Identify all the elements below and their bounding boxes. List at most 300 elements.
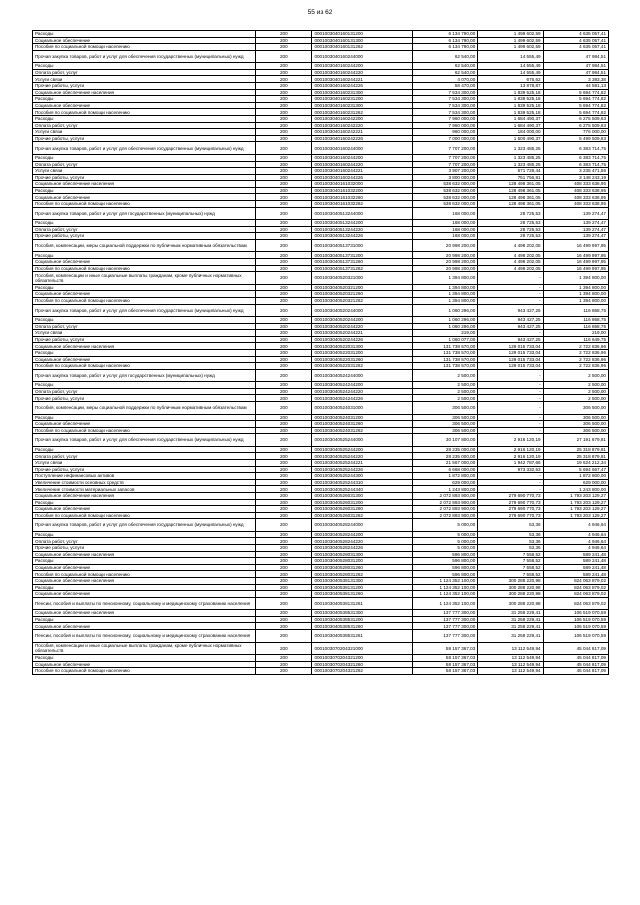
approved-amount-cell: 538 632 000,00	[412, 187, 477, 194]
indicator-name-cell: Социальное обеспечение населения	[33, 181, 256, 188]
approved-amount-cell: 58 470,00	[412, 83, 477, 90]
unexecuted-amount-cell: 824 063 879,02	[543, 578, 608, 585]
unexecuted-amount-cell: 2 722 836,96	[543, 349, 608, 356]
indicator-name-cell: Пособия по социальной помощи населению	[33, 201, 256, 208]
approved-amount-cell: 5 000,00	[412, 519, 477, 532]
table-row	[33, 382, 609, 389]
budget-class-code-cell: 0001003040160242221	[312, 129, 413, 136]
executed-amount-cell: 53,36	[478, 538, 543, 545]
unexecuted-amount-cell: 106 519 070,59	[543, 616, 608, 623]
indicator-name-cell: Прочая закупка товаров, работ и услуг для обеспечения государственных (муниципальных) нужд	[33, 434, 256, 447]
budget-class-code-cell: 0001003040160242200	[312, 116, 413, 123]
unexecuted-amount-cell: 1 793 203 129,27	[543, 492, 608, 499]
table-row	[33, 194, 609, 201]
unexecuted-amount-cell: 16 499 997,95	[543, 239, 608, 252]
budget-class-code-cell: 0001003040525244221	[312, 460, 413, 467]
table-row	[33, 395, 609, 402]
unexecuted-amount-cell: 4 946,64	[543, 545, 608, 552]
budget-class-code-cell: 0001003040513731260	[312, 259, 413, 266]
unexecuted-amount-cell: 776 000,00	[543, 129, 608, 136]
approved-amount-cell: 596 800,00	[412, 564, 477, 571]
indicator-name-cell: Пособия по социальной помощи населению	[33, 427, 256, 434]
executed-amount-cell: -	[478, 402, 543, 415]
table-row	[33, 446, 609, 453]
approved-amount-cell: 28 235 000,00	[412, 446, 477, 453]
table-row	[33, 284, 609, 291]
line-code-cell: 200	[256, 226, 312, 233]
line-code-cell: 200	[256, 506, 312, 513]
indicator-name-cell: Пособия по социальной помощи населению	[33, 363, 256, 370]
budget-class-code-cell: 0001003040520321262	[312, 297, 413, 304]
indicator-name-cell: Пособия по социальной помощи населению	[33, 109, 256, 116]
indicator-name-cell: Поступление нефинансовых активов	[33, 473, 256, 480]
line-code-cell: 200	[256, 486, 312, 493]
line-code-cell: 200	[256, 259, 312, 266]
executed-amount-cell: 279 690 770,73	[478, 499, 543, 506]
approved-amount-cell: 960 000,00	[412, 129, 477, 136]
table-row	[33, 642, 609, 655]
executed-amount-cell: -	[478, 395, 543, 402]
line-code-cell: 200	[256, 616, 312, 623]
table-row	[33, 369, 609, 382]
indicator-name-cell: Пособия по социальной помощи населению	[33, 668, 256, 675]
line-code-cell: 200	[256, 83, 312, 90]
table-row	[33, 616, 609, 623]
unexecuted-amount-cell: 1 793 203 129,27	[543, 512, 608, 519]
table-row	[33, 531, 609, 538]
table-row	[33, 272, 609, 285]
table-row	[33, 297, 609, 304]
budget-class-code-cell: 0001003040524244000	[312, 369, 413, 382]
approved-amount-cell: 62 540,00	[412, 69, 477, 76]
approved-amount-cell: 306 500,00	[412, 402, 477, 415]
indicator-name-cell: Расходы	[33, 446, 256, 453]
indicator-name-cell: Пособия по социальной помощи населению	[33, 265, 256, 272]
unexecuted-amount-cell: 6 383 714,75	[543, 142, 608, 155]
line-code-cell: 200	[256, 382, 312, 389]
unexecuted-amount-cell: 306 500,00	[543, 402, 608, 415]
table-row	[33, 226, 609, 233]
indicator-name-cell: Социальное обеспечение населения	[33, 89, 256, 96]
approved-amount-cell: 168 000,00	[412, 226, 477, 233]
approved-amount-cell: 58 157 367,03	[412, 655, 477, 662]
approved-amount-cell: 1 124 352 100,00	[412, 584, 477, 591]
unexecuted-amount-cell: 106 519 070,59	[543, 623, 608, 630]
line-code-cell: 200	[256, 558, 312, 565]
line-code-cell: 200	[256, 363, 312, 370]
table-row	[33, 102, 609, 109]
indicator-name-cell: Увеличение стоимости основных средств	[33, 479, 256, 486]
budget-class-code-cell: 0001003040161032260	[312, 194, 413, 201]
line-code-cell: 200	[256, 129, 312, 136]
table-row	[33, 655, 609, 662]
approved-amount-cell: 30 107 800,00	[412, 434, 477, 447]
indicator-name-cell: Социальное обеспечение	[33, 194, 256, 201]
unexecuted-amount-cell: 4 635 057,41	[543, 31, 608, 38]
unexecuted-amount-cell: 45 044 817,09	[543, 642, 608, 655]
line-code-cell: 200	[256, 531, 312, 538]
approved-amount-cell: 20 998 200,00	[412, 252, 477, 259]
unexecuted-amount-cell: 5 694 774,82	[543, 102, 608, 109]
budget-class-code-cell: 0001003040522031300	[312, 343, 413, 350]
table-row	[33, 76, 609, 83]
budget-class-code-cell: 0001003040525244340	[312, 486, 413, 493]
line-code-cell: 200	[256, 661, 312, 668]
approved-amount-cell: 137 777 300,00	[412, 616, 477, 623]
executed-amount-cell: 128 498 361,05	[478, 201, 543, 208]
approved-amount-cell: 6 134 790,00	[412, 31, 477, 38]
line-code-cell: 200	[256, 343, 312, 350]
line-code-cell: 200	[256, 551, 312, 558]
line-code-cell: 200	[256, 116, 312, 123]
unexecuted-amount-cell: 4 635 057,41	[543, 37, 608, 44]
line-code-cell: 200	[256, 427, 312, 434]
executed-amount-cell: 31 258 229,41	[478, 616, 543, 623]
budget-class-code-cell: 0001003040160231300	[312, 89, 413, 96]
unexecuted-amount-cell: 3 393,38	[543, 76, 608, 83]
budget-class-code-cell: 0001003040160244226	[312, 83, 413, 90]
line-code-cell: 200	[256, 473, 312, 480]
table-row	[33, 466, 609, 473]
line-code-cell: 200	[256, 349, 312, 356]
indicator-name-cell: Оплата работ, услуг	[33, 388, 256, 395]
table-row	[33, 181, 609, 188]
approved-amount-cell: 62 540,00	[412, 50, 477, 63]
budget-class-code-cell: 0001003070204321260	[312, 661, 413, 668]
indicator-name-cell: Социальное обеспечение населения	[33, 551, 256, 558]
unexecuted-amount-cell: 1 243 800,00	[543, 486, 608, 493]
indicator-name-cell: Пособия, компенсации, меры социальной поддержки по публичным нормативным обязательствам	[33, 402, 256, 415]
executed-amount-cell: 53,36	[478, 545, 543, 552]
budget-class-code-cell: 0001003040538131261	[312, 597, 413, 610]
budget-class-code-cell: 0001003040513731262	[312, 265, 413, 272]
unexecuted-amount-cell: 116 868,75	[543, 317, 608, 324]
approved-amount-cell: 2 500,00	[412, 382, 477, 389]
executed-amount-cell: -	[478, 388, 543, 395]
executed-amount-cell: 943 427,25	[478, 323, 543, 330]
budget-class-code-cell: 0001003040528031200	[312, 558, 413, 565]
table-row	[33, 363, 609, 370]
indicator-name-cell: Расходы	[33, 284, 256, 291]
unexecuted-amount-cell: 16 499 997,95	[543, 252, 608, 259]
budget-class-code-cell: 0001003040160244221	[312, 76, 413, 83]
indicator-name-cell: Расходы	[33, 154, 256, 161]
table-row	[33, 37, 609, 44]
approved-amount-cell: 5 000,00	[412, 538, 477, 545]
unexecuted-amount-cell: 25 318 879,81	[543, 453, 608, 460]
table-row	[33, 83, 609, 90]
executed-amount-cell: 4 498 202,05	[478, 259, 543, 266]
table-body	[33, 31, 609, 675]
table-row	[33, 427, 609, 434]
approved-amount-cell: 1 394 800,00	[412, 272, 477, 285]
budget-class-code-cell: 0001003040513731000	[312, 239, 413, 252]
indicator-name-cell: Расходы	[33, 382, 256, 389]
line-code-cell: 200	[256, 194, 312, 201]
indicator-name-cell: Прочие работы, услуги	[33, 174, 256, 181]
budget-class-code-cell: 0001003040522031262	[312, 363, 413, 370]
table-row	[33, 499, 609, 506]
unexecuted-amount-cell: 5 499 509,63	[543, 135, 608, 142]
table-row	[33, 161, 609, 168]
executed-amount-cell: 129 015 733,04	[478, 363, 543, 370]
table-row	[33, 63, 609, 70]
approved-amount-cell: 1 060 077,00	[412, 336, 477, 343]
indicator-name-cell: Оплата работ, услуг	[33, 538, 256, 545]
budget-class-code-cell: 0001003040538531261	[312, 630, 413, 643]
budget-class-code-cell: 0001003040538531300	[312, 610, 413, 617]
budget-class-code-cell: 0001003040524244220	[312, 388, 413, 395]
indicator-name-cell: Пособия по социальной помощи населению	[33, 44, 256, 51]
indicator-name-cell: Услуги связи	[33, 76, 256, 83]
line-code-cell: 200	[256, 168, 312, 175]
line-code-cell: 200	[256, 655, 312, 662]
budget-class-code-cell: 0001003040525244200	[312, 446, 413, 453]
indicator-name-cell: Социальное обеспечение	[33, 291, 256, 298]
indicator-name-cell: Социальное обеспечение	[33, 506, 256, 513]
indicator-name-cell: Расходы	[33, 252, 256, 259]
indicator-name-cell: Прочие работы, услуги	[33, 336, 256, 343]
line-code-cell: 200	[256, 591, 312, 598]
table-row	[33, 492, 609, 499]
line-code-cell: 200	[256, 584, 312, 591]
budget-class-code-cell: 0001003040520244226	[312, 336, 413, 343]
executed-amount-cell: 7 558,52	[478, 558, 543, 565]
executed-amount-cell: 300 288 220,98	[478, 584, 543, 591]
executed-amount-cell: 1 839 525,18	[478, 102, 543, 109]
unexecuted-amount-cell: 824 063 879,02	[543, 597, 608, 610]
budget-class-code-cell: 0001003040525244226	[312, 466, 413, 473]
unexecuted-amount-cell: 6 383 714,75	[543, 154, 608, 161]
executed-amount-cell: -	[478, 297, 543, 304]
indicator-name-cell: Расходы	[33, 655, 256, 662]
budget-class-code-cell: 0001003040160231300	[312, 102, 413, 109]
table-row	[33, 343, 609, 350]
unexecuted-amount-cell: 219,00	[543, 330, 608, 337]
executed-amount-cell: 7 558,52	[478, 551, 543, 558]
approved-amount-cell: 3 800 000,00	[412, 174, 477, 181]
executed-amount-cell: 14 555,49	[478, 69, 543, 76]
unexecuted-amount-cell: 408 333 638,95	[543, 187, 608, 194]
budget-class-code-cell: 0001003040513244000	[312, 207, 413, 220]
line-code-cell: 200	[256, 284, 312, 291]
line-code-cell: 200	[256, 434, 312, 447]
approved-amount-cell: 168 000,00	[412, 220, 477, 227]
unexecuted-amount-cell: 44 591,13	[543, 83, 608, 90]
unexecuted-amount-cell: 27 191 679,81	[543, 434, 608, 447]
indicator-name-cell: Расходы	[33, 220, 256, 227]
executed-amount-cell: 4 498 202,05	[478, 252, 543, 259]
executed-amount-cell: 14 555,49	[478, 50, 543, 63]
budget-class-code-cell: 0001003040160244200	[312, 63, 413, 70]
executed-amount-cell: 571 728,44	[478, 168, 543, 175]
unexecuted-amount-cell: 16 499 997,95	[543, 259, 608, 266]
indicator-name-cell: Прочая закупка товаров, работ и услуг для обеспечения государственных (муниципальных) нужд	[33, 519, 256, 532]
unexecuted-amount-cell: 1 394 800,00	[543, 272, 608, 285]
budget-class-code-cell: 0001003040160231262	[312, 109, 413, 116]
unexecuted-amount-cell: 47 984,51	[543, 50, 608, 63]
unexecuted-amount-cell: 2 722 836,96	[543, 363, 608, 370]
line-code-cell: 200	[256, 519, 312, 532]
executed-amount-cell: 1 839 525,18	[478, 89, 543, 96]
executed-amount-cell: 1 839 525,18	[478, 96, 543, 103]
approved-amount-cell: 7 707 200,00	[412, 154, 477, 161]
table-row	[33, 356, 609, 363]
executed-amount-cell: 7 558,52	[478, 571, 543, 578]
indicator-name-cell: Пособия по социальной помощи населению	[33, 297, 256, 304]
executed-amount-cell: 1 942 787,66	[478, 460, 543, 467]
line-code-cell: 200	[256, 610, 312, 617]
budget-class-code-cell: 0001003040528031262	[312, 571, 413, 578]
line-code-cell: 200	[256, 369, 312, 382]
budget-class-code-cell: 0001003040526031260	[312, 506, 413, 513]
approved-amount-cell: 1 124 352 100,00	[412, 578, 477, 585]
line-code-cell: 200	[256, 233, 312, 240]
executed-amount-cell: 1 499 602,59	[478, 44, 543, 51]
budget-class-code-cell: 0001003040524244226	[312, 395, 413, 402]
budget-class-code-cell: 0001003040524031260	[312, 421, 413, 428]
approved-amount-cell: 629 000,00	[412, 479, 477, 486]
unexecuted-amount-cell: 306 500,00	[543, 427, 608, 434]
budget-class-code-cell: 0001003040161032200	[312, 187, 413, 194]
line-code-cell: 200	[256, 571, 312, 578]
approved-amount-cell: 1 060 296,00	[412, 323, 477, 330]
table-row	[33, 506, 609, 513]
budget-class-code-cell: 0001003040526031300	[312, 492, 413, 499]
table-row	[33, 187, 609, 194]
line-code-cell: 200	[256, 330, 312, 337]
table-row	[33, 154, 609, 161]
unexecuted-amount-cell: 106 519 070,59	[543, 630, 608, 643]
approved-amount-cell: 1 060 296,00	[412, 317, 477, 324]
line-code-cell: 200	[256, 96, 312, 103]
table-row	[33, 558, 609, 565]
budget-class-code-cell: 0001003040525244220	[312, 453, 413, 460]
table-row	[33, 538, 609, 545]
unexecuted-amount-cell: 139 274,47	[543, 220, 608, 227]
unexecuted-amount-cell: 4 946,64	[543, 538, 608, 545]
table-row	[33, 323, 609, 330]
executed-amount-cell: 13 878,87	[478, 83, 543, 90]
table-row	[33, 453, 609, 460]
approved-amount-cell: 596 800,00	[412, 571, 477, 578]
executed-amount-cell: 28 725,53	[478, 226, 543, 233]
budget-class-code-cell: 0001003040524031200	[312, 414, 413, 421]
budget-class-code-cell: 0001003040526031262	[312, 512, 413, 519]
executed-amount-cell: 676,62	[478, 76, 543, 83]
budget-class-code-cell: 0001003040520244221	[312, 330, 413, 337]
unexecuted-amount-cell: 1 872 800,00	[543, 473, 608, 480]
table-row	[33, 571, 609, 578]
executed-amount-cell: 28 725,53	[478, 220, 543, 227]
executed-amount-cell: 13 112 549,94	[478, 661, 543, 668]
unexecuted-amount-cell: 306 500,00	[543, 421, 608, 428]
table-row	[33, 668, 609, 675]
executed-amount-cell: 4 498 202,05	[478, 265, 543, 272]
line-code-cell: 200	[256, 492, 312, 499]
indicator-name-cell: Расходы	[33, 584, 256, 591]
line-code-cell: 200	[256, 395, 312, 402]
budget-class-code-cell: 0001003040528244000	[312, 519, 413, 532]
table-row	[33, 610, 609, 617]
executed-amount-cell: 279 690 770,73	[478, 512, 543, 519]
indicator-name-cell: Услуги связи	[33, 129, 256, 136]
budget-class-code-cell: 0001003040513244220	[312, 226, 413, 233]
indicator-name-cell: Социальное обеспечение населения	[33, 578, 256, 585]
line-code-cell: 200	[256, 201, 312, 208]
indicator-name-cell: Расходы	[33, 349, 256, 356]
indicator-name-cell: Прочие работы, услуги	[33, 466, 256, 473]
table-row	[33, 578, 609, 585]
approved-amount-cell: 58 157 367,03	[412, 668, 477, 675]
approved-amount-cell: 1 243 800,00	[412, 486, 477, 493]
indicator-name-cell: Расходы	[33, 414, 256, 421]
executed-amount-cell: 184 000,00	[478, 129, 543, 136]
executed-amount-cell: 300 288 220,98	[478, 597, 543, 610]
approved-amount-cell: 7 534 300,00	[412, 102, 477, 109]
approved-amount-cell: 1 124 352 100,00	[412, 591, 477, 598]
budget-class-code-cell: 0001003040525244310	[312, 479, 413, 486]
approved-amount-cell: 2 072 893 900,00	[412, 512, 477, 519]
line-code-cell: 200	[256, 642, 312, 655]
line-code-cell: 200	[256, 239, 312, 252]
unexecuted-amount-cell: 2 500,00	[543, 388, 608, 395]
approved-amount-cell: 58 157 367,03	[412, 661, 477, 668]
budget-class-code-cell: 0001003040161032000	[312, 181, 413, 188]
budget-class-code-cell: 0001003040525244000	[312, 434, 413, 447]
executed-amount-cell: 53,36	[478, 519, 543, 532]
line-code-cell: 200	[256, 220, 312, 227]
line-code-cell: 200	[256, 142, 312, 155]
budget-execution-table	[32, 30, 609, 675]
approved-amount-cell: 6 134 790,00	[412, 44, 477, 51]
table-row	[33, 584, 609, 591]
indicator-name-cell: Оплата работ, услуг	[33, 161, 256, 168]
indicator-name-cell: Прочие работы, услуги	[33, 135, 256, 142]
indicator-name-cell: Расходы	[33, 31, 256, 38]
line-code-cell: 200	[256, 304, 312, 317]
indicator-name-cell: Расходы	[33, 187, 256, 194]
executed-amount-cell: 300 288 220,98	[478, 591, 543, 598]
table-row	[33, 168, 609, 175]
indicator-name-cell: Услуги связи	[33, 168, 256, 175]
approved-amount-cell: 7 960 000,00	[412, 122, 477, 129]
indicator-name-cell: Социальное обеспечение	[33, 37, 256, 44]
unexecuted-amount-cell: 2 722 836,96	[543, 343, 608, 350]
unexecuted-amount-cell: 408 333 638,95	[543, 194, 608, 201]
indicator-name-cell: Прочая закупка товаров, работ и услуг для обеспечения государственных (муниципальных) нужд	[33, 50, 256, 63]
indicator-name-cell: Прочая закупка товаров, работ и услуг для обеспечения государственных (муниципальных) нужд	[33, 142, 256, 155]
table-row	[33, 220, 609, 227]
executed-amount-cell: 13 112 549,94	[478, 642, 543, 655]
budget-class-code-cell: 0001003040528244220	[312, 538, 413, 545]
indicator-name-cell: Социальное обеспечение	[33, 564, 256, 571]
budget-class-code-cell: 0001003040528244200	[312, 531, 413, 538]
budget-class-code-cell: 0001003040160244000	[312, 50, 413, 63]
line-code-cell: 200	[256, 545, 312, 552]
unexecuted-amount-cell: 3 235 471,56	[543, 168, 608, 175]
budget-class-code-cell: 0001003040526031200	[312, 499, 413, 506]
approved-amount-cell: 168 000,00	[412, 233, 477, 240]
indicator-name-cell: Прочие работы, услуги	[33, 395, 256, 402]
line-code-cell: 200	[256, 161, 312, 168]
line-code-cell: 200	[256, 317, 312, 324]
executed-amount-cell: 4 498 202,05	[478, 239, 543, 252]
indicator-name-cell: Оплата работ, услуг	[33, 226, 256, 233]
budget-class-code-cell: 0001003040160244221	[312, 168, 413, 175]
table-row	[33, 317, 609, 324]
unexecuted-amount-cell: 6 275 509,63	[543, 116, 608, 123]
